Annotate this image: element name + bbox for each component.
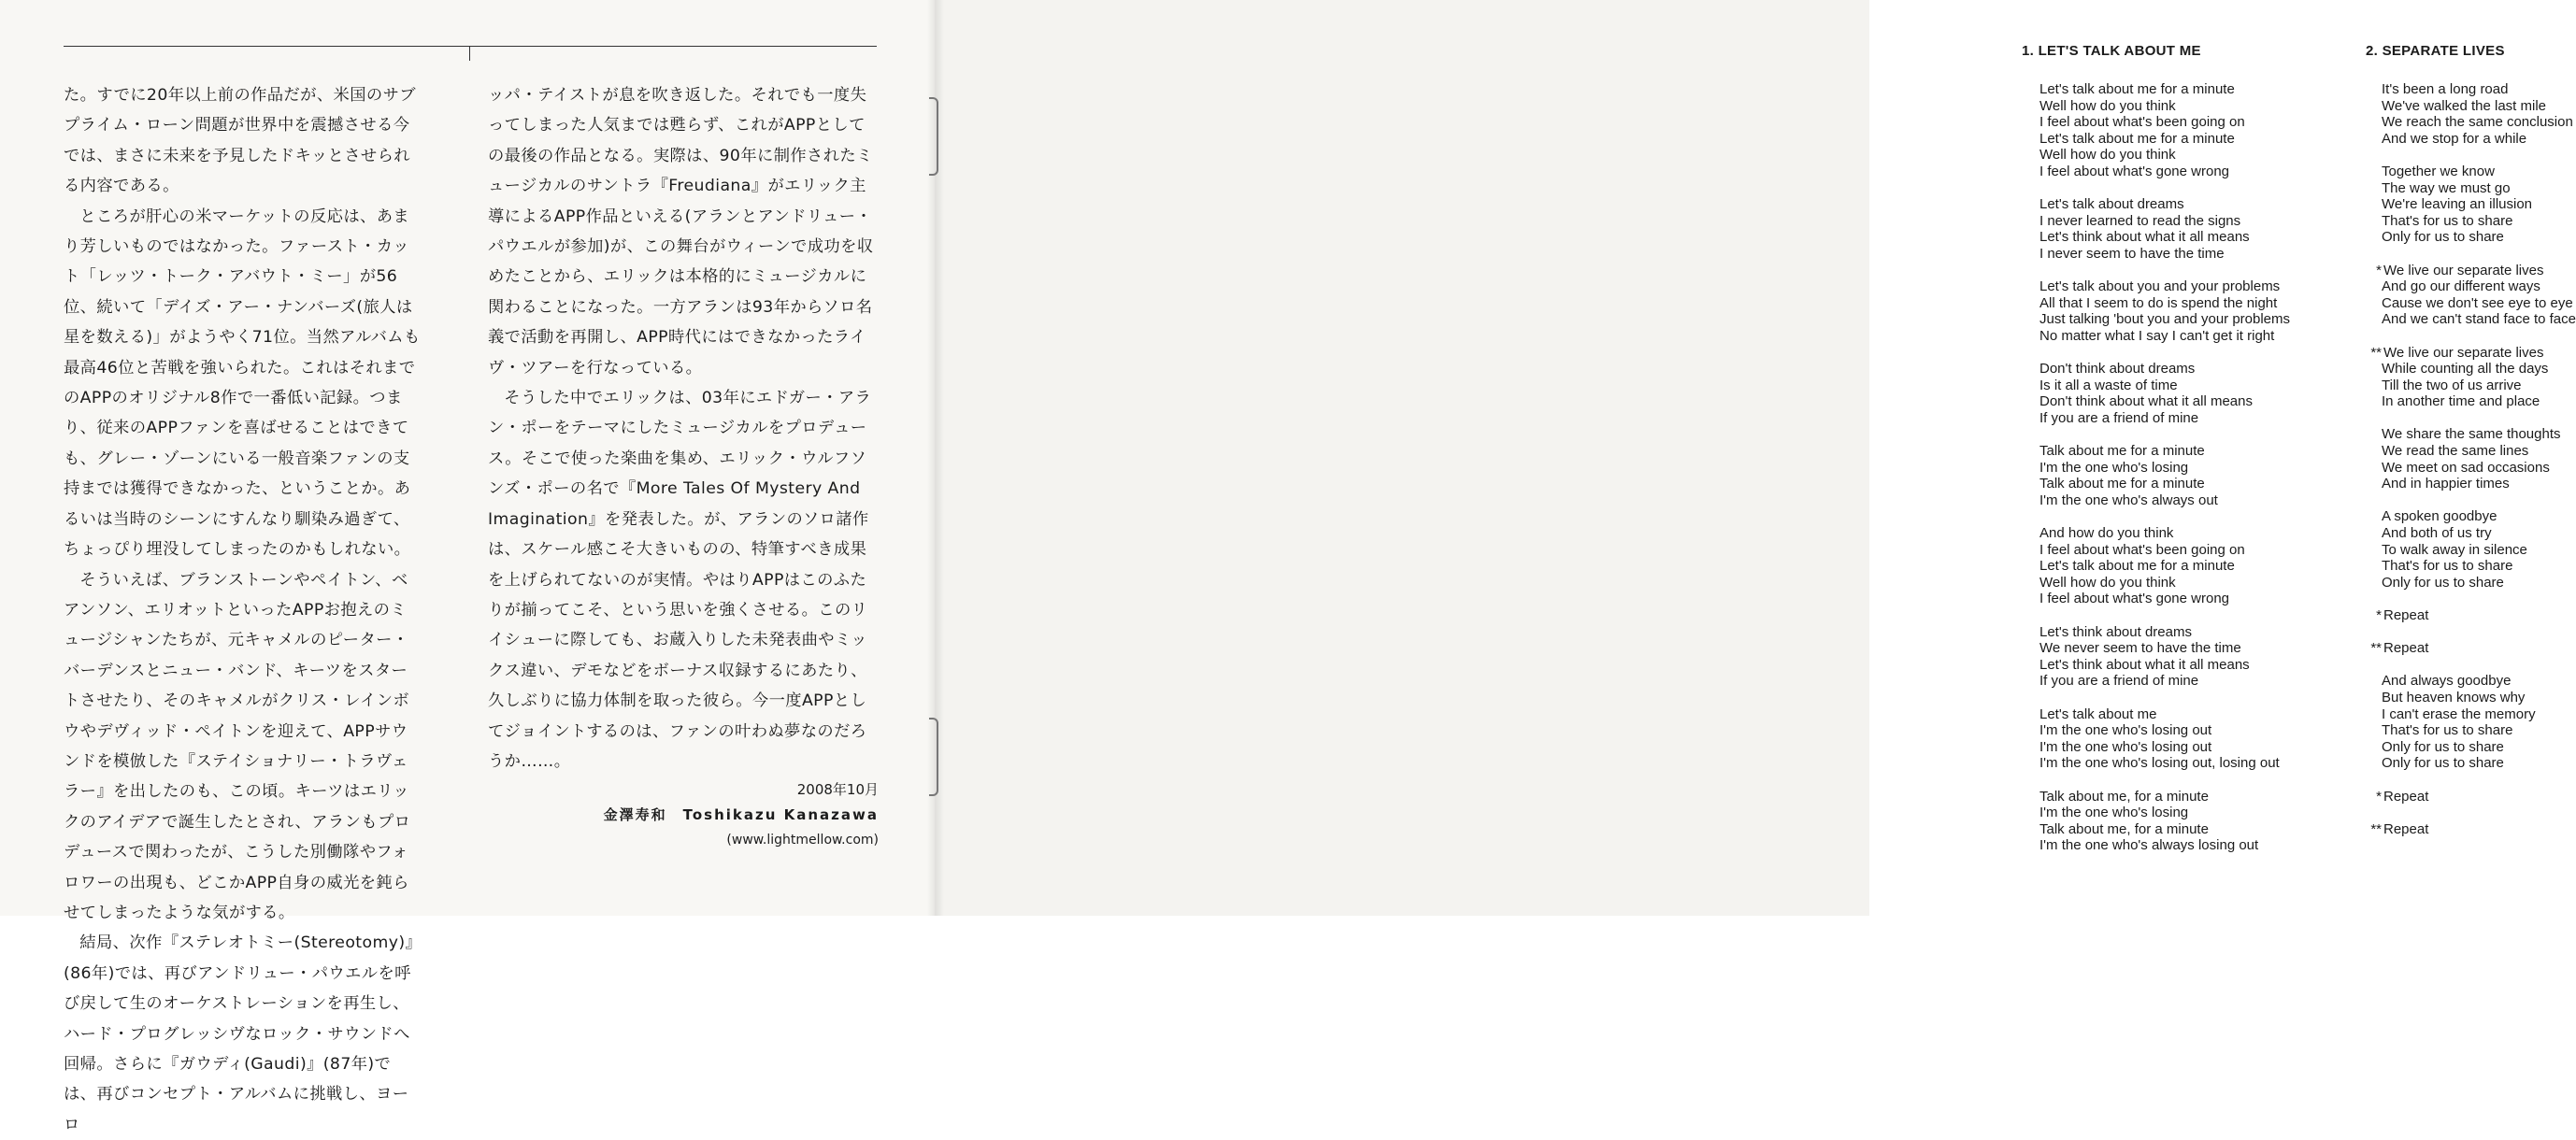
lyric-line: We never seem to have the time [2039, 640, 2241, 657]
repeat-marker: * [2376, 607, 2382, 623]
lyric-line: * Repeat [2382, 607, 2576, 624]
lyric-line: We've walked the last mile [2382, 97, 2546, 114]
stanza-break [2382, 147, 2576, 164]
stanza-break [2039, 426, 2290, 443]
lyric-line: And we stop for a while [2382, 130, 2527, 147]
lyric-line: And how do you think [2039, 525, 2174, 542]
lyric-line: I'm the one who's losing out, losing out [2039, 755, 2280, 772]
paragraph: 結局、次作『ステレオトミー(Stereotomy)』(86年)では、再びアンドリュー・パウエルを呼び戻して生のオーケストレーションを再生し、ハード・プログレッシヴなロック・サウンドへ回帰。さらに『ガウディ(Gaudi)』(87年)では、再びコンセプト・アルバムに挑戦し、ヨーロ [64, 933, 422, 1134]
lyric-line: Well how do you think [2039, 147, 2176, 164]
lyric-line: In another time and place [2382, 393, 2540, 410]
stanza-break [2039, 263, 2290, 279]
lyric-line: That's for us to share [2382, 722, 2513, 739]
paragraph: た。すでに20年以上前の作品だが、米国のサブプライム・ローン問題が世界中を震撼させる今では、まさに未来を予見したドキッとさせられる内容である。 [64, 86, 416, 196]
lyric-line: I feel about what's gone wrong [2039, 163, 2229, 179]
lyric-line: Only for us to share [2382, 574, 2504, 591]
lyric-line: Talk about me for a minute [2039, 443, 2205, 460]
lyric-line: I feel about what's gone wrong [2039, 591, 2229, 607]
lyric-line: I can't erase the memory [2382, 705, 2536, 722]
repeat-marker: * [2376, 262, 2382, 278]
lyric-line: I never seem to have the time [2039, 245, 2225, 262]
staple [929, 97, 938, 176]
left-page [0, 0, 935, 1134]
rule-tick [469, 46, 470, 61]
lyric-line: A spoken goodbye [2382, 508, 2497, 525]
lyric-line: I never learned to read the signs [2039, 212, 2241, 229]
signature-date: 2008年10月 [796, 781, 879, 798]
lyric-line: Well how do you think [2039, 97, 2176, 114]
lyric-line: And always goodbye [2382, 673, 2512, 690]
signature-author: 金澤寿和 Toshikazu Kanazawa [603, 806, 879, 823]
paragraph: ところが肝心の米マーケットの反応は、あまり芳しいものではなかった。ファースト・カット「レッツ・トーク・アバウト・ミー」が56位、続いて「デイズ・アー・ナンバーズ(旅人は星を数える)」がようやく71位。当然アルバムも最高46位と苦戦を強いられた。これはそれまでのAPPのオリジナル8作で一番低い記録。つまり、従来のAPPファンを喜ばせることはできても、グレー・ゾーンにいる一般音楽ファンの支持までは獲得できなかった、ということか。あるいは当時のシーンにすんなり馴染み過ぎて、ちょっぴり埋没してしまったのかもしれない。 [64, 207, 421, 560]
lyric-line: And go our different ways [2382, 278, 2540, 295]
lyric-line: * Repeat [2382, 789, 2576, 805]
lyric-line: Let's talk about me for a minute [2039, 558, 2235, 575]
lyric-line: Let's think about dreams [2039, 623, 2192, 640]
stanza-break [2382, 624, 2576, 641]
lyric-line: To walk away in silence [2382, 541, 2527, 558]
lyric-line: We meet on sad occasions [2382, 459, 2550, 476]
paragraph: そうした中でエリックは、03年にエドガー・アラン・ポーをテーマにしたミュージカルをプロデュース。そこで使った楽曲を集め、エリック・ウルフソンズ・ポーの名で『More Tales Of Mystery And Imagination』を発表した。が、アランのソロ諸作は、スケール感こそ大きいものの、特筆すべき成果を上げられてないのが実情。やはりAPPはこのふたりが揃ってこそ、という思いを強くさせる。このリイシューに際しても、お蔵入りした未発表曲やミックス違い、デモなどをボーナス収録するにあたり、久しぶりに協力体制を取った彼ら。今一度APPとしてジョイントするのは、ファンの叶わぬ夢なのだろうか……。 [488, 389, 872, 771]
stanza-break [2382, 492, 2576, 509]
lyric-line: Till the two of us arrive [2382, 377, 2522, 393]
signature-block [604, 777, 879, 853]
lyric-line: Don't think about dreams [2039, 361, 2196, 378]
lyrics [2370, 81, 2576, 837]
lyric-line: Only for us to share [2382, 755, 2504, 772]
top-rule [64, 46, 877, 47]
stanza-break [2039, 607, 2290, 624]
lyric-line: Let's talk about me for a minute [2039, 130, 2235, 147]
lyric-line: ** Repeat [2382, 640, 2576, 657]
stanza-break [2039, 508, 2290, 525]
staple [929, 718, 938, 796]
stanza-break [2039, 690, 2290, 706]
repeat-marker: ** [2370, 344, 2382, 361]
stanza-break [2039, 345, 2290, 362]
liner-notes-column-2 [488, 80, 879, 777]
lyric-line: We reach the same conclusion [2382, 114, 2573, 131]
lyric-line: Together we know [2382, 163, 2495, 179]
lyric-line: * We live our separate lives [2382, 263, 2576, 279]
stanza-break [2039, 180, 2290, 197]
song-let-s-talk-about-me [2022, 43, 2290, 854]
lyric-line: And in happier times [2382, 476, 2510, 492]
stanza-break [2382, 328, 2576, 345]
lyric-line: While counting all the days [2382, 361, 2549, 378]
lyric-line: And both of us try [2382, 525, 2492, 542]
lyric-line: I'm the one who's losing out [2039, 722, 2212, 739]
lyric-line: Let's talk about me [2039, 705, 2157, 722]
lyric-line: Let's think about what it all means [2039, 656, 2250, 673]
repeat-marker: ** [2370, 820, 2382, 837]
lyric-line: I'm the one who's always out [2039, 492, 2218, 508]
lyric-line: Let's talk about me for a minute [2039, 81, 2235, 97]
lyric-line: But heaven knows why [2382, 689, 2526, 705]
repeat-marker: * [2376, 788, 2382, 805]
lyric-line: Only for us to share [2382, 738, 2504, 755]
stanza-break [2382, 591, 2576, 607]
lyric-line: Is it all a waste of time [2039, 377, 2178, 393]
lyric-line: That's for us to share [2382, 558, 2513, 575]
lyric-line: Don't think about what it all means [2039, 393, 2253, 410]
lyric-line: We're leaving an illusion [2382, 196, 2533, 213]
lyric-line: It's been a long road [2382, 81, 2509, 97]
lyric-line: Let's talk about you and your problems [2039, 278, 2281, 295]
lyric-line: All that I seem to do is spend the night [2039, 294, 2278, 311]
repeat-marker: ** [2370, 640, 2382, 657]
song-title: 2. SEPARATE LIVES [2366, 43, 2505, 59]
lyric-line: The way we must go [2382, 179, 2511, 196]
stanza-break [2382, 805, 2576, 821]
lyric-line: Talk about me, for a minute [2039, 820, 2209, 837]
lyric-line: That's for us to share [2382, 212, 2513, 229]
liner-notes-column-1 [64, 80, 422, 1140]
lyric-line: Talk about me for a minute [2039, 476, 2205, 492]
lyric-line: I'm the one who's losing [2039, 459, 2189, 476]
paragraph: そういえば、ブランストーンやペイトン、ベアンソン、エリオットといったAPPお抱えのミュージシャンたちが、元キャメルのピーター・バーデンスとニュー・バンド、キーツをスタートさせたり、そのキャメルがクリス・レインボウやデヴィッド・ペイトンを迎えて、APPサウンドを模倣した『ステイショナリー・トラヴェラー』を出したのも、この頃。キーツはエリックのアイデアで誕生したとされ、アランもプロデュースで関わったが、こうした別働隊やフォロワーの出現も、どこかAPP自身の威光を鈍らせてしまったような気がする。 [64, 570, 411, 922]
song-title: 1. LET'S TALK ABOUT ME [2022, 43, 2201, 59]
lyric-line: We share the same thoughts [2382, 426, 2561, 443]
lyric-line: I feel about what's been going on [2039, 541, 2245, 558]
stanza-break [2382, 657, 2576, 674]
stanza-break [2039, 772, 2290, 789]
lyric-line: Well how do you think [2039, 574, 2176, 591]
lyric-line: Let's talk about dreams [2039, 196, 2184, 213]
paragraph: ッパ・テイストが息を吹き返した。それでも一度失ってしまった人気までは甦らず、これがAPPとしての最後の作品となる。実際は、90年に制作されたミュージカルのサントラ『Freudiana』がエリック主導によるAPP作品といえる(アランとアンドリュー・パウエルが参加)が、この舞台がウィーンで成功を収めたことから、エリックは本格的にミュージカルに関わることになった。一方アランは93年からソロ名義で活動を再開し、APP時代にはできなかったライヴ・ツアーを行なっている。 [488, 86, 874, 378]
lyric-line: I feel about what's been going on [2039, 114, 2245, 131]
lyric-line: We read the same lines [2382, 443, 2529, 460]
lyric-line: ** Repeat [2382, 821, 2576, 838]
lyric-line: I'm the one who's losing [2039, 805, 2189, 821]
lyric-line: Just talking 'bout you and your problems [2039, 311, 2291, 328]
right-page [935, 0, 2576, 916]
song-separate-lives [2366, 43, 2576, 837]
lyric-line: I'm the one who's always losing out [2039, 837, 2259, 854]
lyric-line: If you are a friend of mine [2039, 673, 2199, 690]
stanza-break [2382, 410, 2576, 427]
lyric-line: Talk about me, for a minute [2039, 788, 2209, 805]
lyric-line: No matter what I say I can't get it right [2039, 327, 2275, 344]
signature-url: (www.lightmellow.com) [726, 833, 879, 848]
stanza-break [2382, 772, 2576, 789]
lyric-line: Only for us to share [2382, 229, 2504, 246]
lyric-line: And we can't stand face to face [2382, 311, 2576, 328]
lyric-line: If you are a friend of mine [2039, 409, 2199, 426]
stanza-break [2382, 246, 2576, 263]
lyric-line: Cause we don't see eye to eye [2382, 294, 2573, 311]
lyrics [2039, 81, 2290, 854]
lyric-line: Let's think about what it all means [2039, 229, 2250, 246]
lyric-line: ** We live our separate lives [2382, 345, 2576, 362]
lyric-line: I'm the one who's losing out [2039, 738, 2212, 755]
